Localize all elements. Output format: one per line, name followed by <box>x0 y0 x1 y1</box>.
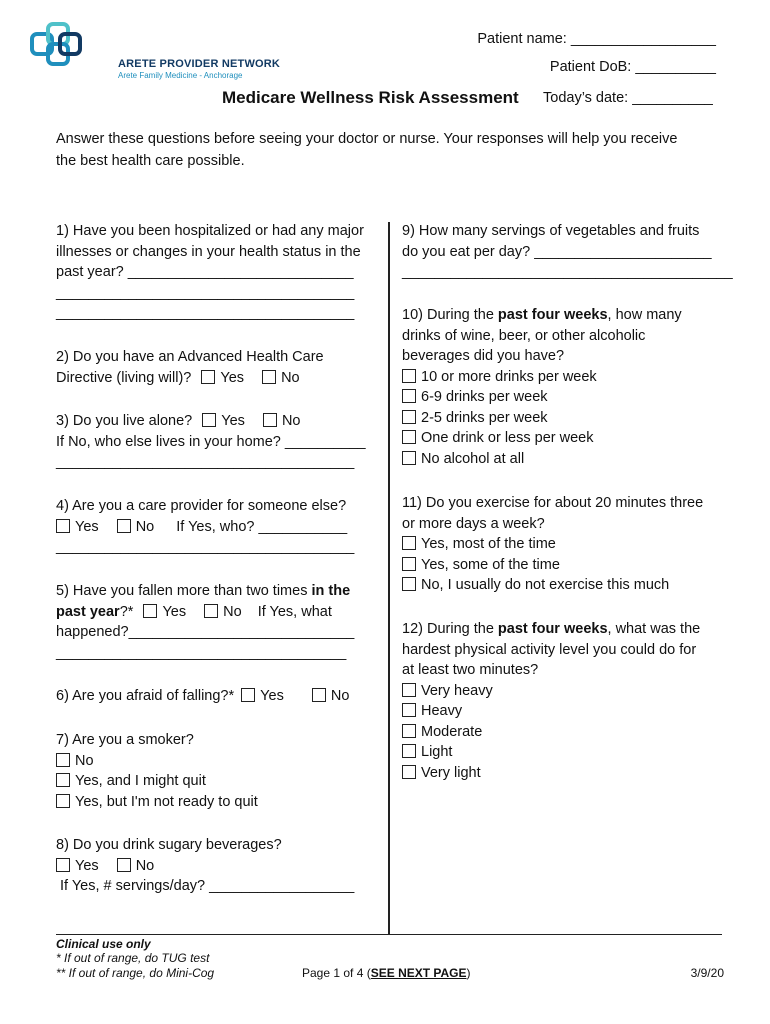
todays-date-field[interactable]: Today’s date: __________ <box>543 90 713 106</box>
yes-checkbox[interactable] <box>56 858 70 872</box>
option-label: 10 or more drinks per week <box>421 368 597 385</box>
yes-label: Yes <box>221 413 245 429</box>
question-text: 7) Are you a smoker? <box>56 732 194 748</box>
option-label: Moderate <box>421 723 483 740</box>
question-7 <box>56 730 258 812</box>
answer-line[interactable]: past year? ____________________________ <box>56 264 354 280</box>
patient-dob-field[interactable]: Patient DoB: __________ <box>549 59 716 75</box>
no-checkbox[interactable] <box>262 370 276 384</box>
footnote-minicog: ** If out of range, do Mini-Cog <box>56 966 215 980</box>
yes-label: Yes <box>220 369 245 386</box>
answer-line[interactable]: If No, who else lives in your home? __________ <box>56 433 366 450</box>
organization-name: ARETE PROVIDER NETWORK <box>118 58 281 70</box>
question-text: , what was the <box>607 621 701 637</box>
question-text: 11) Do you exercise for about 20 minutes three <box>402 495 704 511</box>
option-checkbox[interactable] <box>56 773 70 787</box>
question-text: Directive (living will)? <box>56 369 192 386</box>
option-checkbox[interactable] <box>402 703 416 717</box>
yes-label: Yes <box>260 688 284 704</box>
no-checkbox[interactable] <box>117 858 131 872</box>
option-checkbox[interactable] <box>402 744 416 758</box>
answer-line[interactable]: _____________________________________ <box>56 305 355 321</box>
option-label: 6-9 drinks per week <box>421 389 548 405</box>
no-label: No <box>281 369 300 386</box>
question-text: 8) Do you drink sugary beverages? <box>56 837 282 853</box>
question-3 <box>56 411 366 473</box>
option-label: No, I usually do not exercise this much <box>421 577 670 593</box>
emphasis-text: in the <box>311 583 351 599</box>
option-label: No alcohol at all <box>421 450 525 467</box>
question-text: illnesses or changes in your health status in the <box>56 243 361 260</box>
question-11 <box>402 493 703 596</box>
no-label: No <box>135 518 155 535</box>
yes-checkbox[interactable] <box>56 519 70 533</box>
intro-line: the best health care possible. <box>56 153 245 169</box>
option-label: No <box>75 752 94 769</box>
intro-line: Answer these questions before seeing your doctor or nurse. Your responses will help you receive <box>56 131 678 147</box>
question-9 <box>402 221 733 283</box>
option-checkbox[interactable] <box>402 765 416 779</box>
no-checkbox[interactable] <box>263 413 277 427</box>
answer-line[interactable]: _________________________________________ <box>402 264 733 280</box>
yes-label: Yes <box>75 518 99 535</box>
organization-subtitle: Arete Family Medicine - Anchorage <box>118 71 243 80</box>
footnote-tug: * If out of range, do TUG test <box>56 951 210 965</box>
option-checkbox[interactable] <box>402 410 416 424</box>
option-checkbox[interactable] <box>402 557 416 571</box>
yes-checkbox[interactable] <box>241 688 255 702</box>
option-checkbox[interactable] <box>402 451 416 465</box>
yes-checkbox[interactable] <box>201 370 215 384</box>
question-text: 3) Do you live alone? <box>56 413 193 429</box>
question-text: hardest physical activity level you could do for <box>402 641 697 658</box>
question-text: 12) During the <box>402 621 498 637</box>
no-checkbox[interactable] <box>312 688 326 702</box>
no-label: No <box>281 413 301 429</box>
column-divider <box>388 222 390 934</box>
yes-checkbox[interactable] <box>202 413 216 427</box>
no-checkbox[interactable] <box>204 604 218 618</box>
answer-line[interactable]: do you eat per day? ______________________ <box>402 243 712 260</box>
option-checkbox[interactable] <box>402 430 416 444</box>
form-title: Medicare Wellness Risk Assessment <box>222 88 519 107</box>
option-checkbox[interactable] <box>402 369 416 383</box>
yes-checkbox[interactable] <box>143 604 157 618</box>
option-checkbox[interactable] <box>402 683 416 697</box>
page-number-text: Page 1 of 4 ( <box>302 966 371 980</box>
option-label: Yes, some of the time <box>421 556 560 573</box>
answer-line[interactable]: happened?____________________________ <box>56 624 355 640</box>
form-date: 3/9/20 <box>690 966 724 980</box>
page-number-text: ) <box>466 966 471 980</box>
option-label: Light <box>421 744 453 760</box>
question-text: at least two minutes? <box>402 662 539 678</box>
emphasis-text: past four weeks <box>497 621 608 637</box>
option-label: Yes, but I'm not ready to quit <box>75 793 258 810</box>
question-2 <box>56 347 324 388</box>
option-label: Yes, and I might quit <box>75 773 206 789</box>
no-label: No <box>330 688 350 704</box>
answer-line[interactable]: ____________________________________ <box>56 644 347 661</box>
option-checkbox[interactable] <box>402 577 416 591</box>
no-label: No <box>223 603 242 620</box>
question-text: 4) Are you a care provider for someone else? <box>56 498 347 514</box>
answer-line[interactable]: _____________________________________ <box>56 454 355 470</box>
question-text: beverages did you have? <box>402 348 565 364</box>
option-label: 2-5 drinks per week <box>421 409 548 426</box>
yes-label: Yes <box>162 603 187 620</box>
see-next-page-link[interactable]: SEE NEXT PAGE <box>370 966 467 980</box>
question-text: , how many <box>607 307 682 323</box>
logo-mark-icon <box>30 20 110 80</box>
option-label: Very light <box>421 764 481 781</box>
question-4 <box>56 496 354 558</box>
page-number <box>302 966 471 980</box>
question-text: If Yes, what <box>257 603 332 620</box>
option-checkbox[interactable] <box>402 389 416 403</box>
clinical-use-heading: Clinical use only <box>56 937 151 951</box>
answer-line[interactable]: If Yes, # servings/day? __________________ <box>60 878 355 894</box>
yes-label: Yes <box>75 857 99 874</box>
question-text: 6) Are you afraid of falling?* <box>56 688 235 704</box>
question-1 <box>56 221 364 324</box>
option-checkbox[interactable] <box>56 753 70 767</box>
option-checkbox[interactable] <box>402 724 416 738</box>
option-label: Yes, most of the time <box>421 536 556 552</box>
answer-line[interactable]: _____________________________________ <box>56 284 355 301</box>
emphasis-text: past four weeks <box>497 307 608 323</box>
question-text: ?* <box>119 603 134 620</box>
option-label: Heavy <box>421 703 463 719</box>
answer-line[interactable]: If Yes, who? ___________ <box>176 518 348 535</box>
question-6 <box>56 686 349 707</box>
question-12 <box>402 619 700 783</box>
question-text: 1) Have you been hospitalized or had any major <box>56 223 364 239</box>
question-8 <box>56 835 354 897</box>
footer-divider <box>56 934 722 935</box>
question-text: 5) Have you fallen more than two times <box>56 583 312 599</box>
organization-logo <box>30 20 290 80</box>
option-checkbox[interactable] <box>402 536 416 550</box>
option-label: One drink or less per week <box>421 430 594 446</box>
question-text: drinks of wine, beer, or other alcoholic <box>402 327 646 344</box>
option-checkbox[interactable] <box>56 794 70 808</box>
no-label: No <box>135 857 155 874</box>
option-label: Very heavy <box>421 682 493 699</box>
question-5 <box>56 581 354 663</box>
question-text: or more days a week? <box>402 515 545 532</box>
question-10 <box>402 305 682 469</box>
no-checkbox[interactable] <box>117 519 131 533</box>
patient-name-field[interactable]: Patient name: __________________ <box>477 31 716 47</box>
question-text: 10) During the <box>402 307 498 323</box>
intro-text <box>56 128 716 172</box>
emphasis-text: past year <box>56 603 120 620</box>
question-text: 2) Do you have an Advanced Health Care <box>56 349 324 365</box>
answer-line[interactable]: _____________________________________ <box>56 539 355 555</box>
question-text: 9) How many servings of vegetables and fruits <box>402 223 700 239</box>
